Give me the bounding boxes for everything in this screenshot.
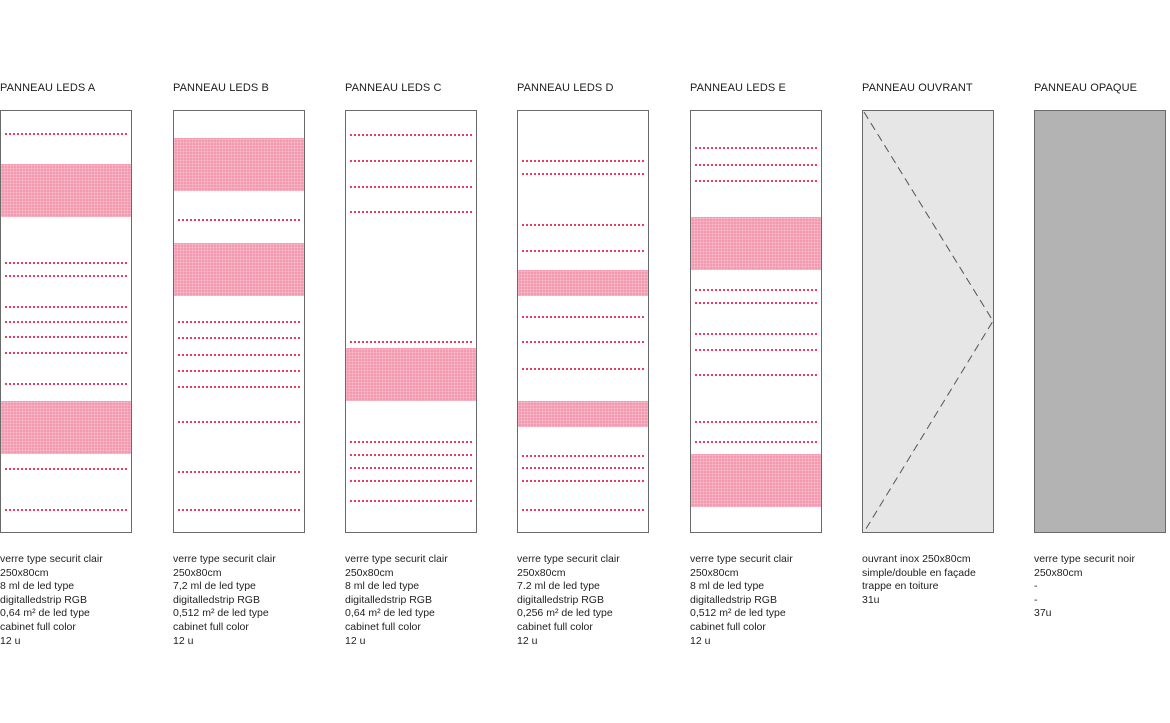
led-strip-line <box>350 341 472 343</box>
led-strip-line <box>695 302 817 304</box>
description-line: 8 ml de led type <box>690 580 765 593</box>
led-strip-line <box>5 321 127 323</box>
description-line: digitalledstrip RGB <box>0 593 87 606</box>
led-strip-line <box>350 480 472 482</box>
led-cabinet-band <box>174 243 304 296</box>
led-strip-line <box>178 219 300 221</box>
led-strip-line <box>522 250 644 252</box>
led-cabinet-band <box>518 401 648 427</box>
led-strip-line <box>178 337 300 339</box>
led-cabinet-band <box>1 401 131 454</box>
led-strip-line <box>695 349 817 351</box>
led-strip-line <box>178 421 300 423</box>
led-strip-line <box>5 468 127 470</box>
led-strip-line <box>5 352 127 354</box>
led-cabinet-band <box>1 164 131 217</box>
panel-description-d <box>517 553 677 648</box>
description-line: 250x80cm <box>690 566 739 579</box>
description-line: 250x80cm <box>1034 566 1083 579</box>
led-strip-line <box>350 134 472 136</box>
description-line: digitalledstrip RGB <box>173 593 260 606</box>
led-strip-line <box>5 383 127 385</box>
description-line: 0,64 m² de led type <box>0 607 90 620</box>
description-line: 250x80cm <box>0 566 49 579</box>
description-line: ouvrant inox 250x80cm <box>862 553 971 565</box>
panel-title-d: PANNEAU LEDS D <box>517 82 614 94</box>
led-strip-line <box>5 133 127 135</box>
led-strip-line <box>695 289 817 291</box>
description-line: - <box>1034 580 1038 593</box>
led-strip-line <box>695 421 817 423</box>
description-line: 250x80cm <box>173 566 222 579</box>
description-line: 0,512 m² de led type <box>690 607 786 620</box>
led-strip-line <box>522 467 644 469</box>
led-strip-line <box>695 164 817 166</box>
led-strip-line <box>695 374 817 376</box>
led-strip-line <box>178 509 300 511</box>
description-line: 12 u <box>690 634 711 647</box>
description-line: digitalledstrip RGB <box>517 593 604 606</box>
led-strip-line <box>178 354 300 356</box>
description-line: 37u <box>1034 607 1052 620</box>
led-cabinet-band <box>691 217 821 270</box>
description-line: trappe en toiture <box>862 580 939 593</box>
description-line: 12 u <box>173 634 194 647</box>
panel-description-e <box>690 553 850 648</box>
panel-title-ouvrant: PANNEAU OUVRANT <box>862 82 973 94</box>
description-line: verre type securit clair <box>0 553 103 565</box>
description-line: 0,256 m² de led type <box>517 607 613 620</box>
description-line: 7,2 ml de led type <box>173 580 256 593</box>
led-strip-line <box>522 509 644 511</box>
description-line: verre type securit clair <box>690 553 793 565</box>
led-cabinet-band <box>174 138 304 191</box>
description-line: cabinet full color <box>517 620 593 633</box>
panel-description-c <box>345 553 505 648</box>
led-strip-line <box>695 180 817 182</box>
led-strip-line <box>350 467 472 469</box>
description-line: 12 u <box>345 634 366 647</box>
description-line: cabinet full color <box>173 620 249 633</box>
led-strip-line <box>5 275 127 277</box>
led-strip-line <box>178 321 300 323</box>
description-line: 0,512 m² de led type <box>173 607 269 620</box>
description-line: 8 ml de led type <box>0 580 75 593</box>
led-strip-line <box>350 441 472 443</box>
panel-title-a: PANNEAU LEDS A <box>0 82 96 94</box>
description-line: - <box>1034 593 1038 606</box>
panel-description-ouvrant <box>862 553 1022 607</box>
led-strip-line <box>5 336 127 338</box>
opening-sash-lines <box>863 111 994 533</box>
led-strip-line <box>350 211 472 213</box>
description-line: verre type securit noir <box>1034 553 1135 565</box>
description-line: verre type securit clair <box>517 553 620 565</box>
panel-description-a <box>0 553 160 648</box>
led-cabinet-band <box>346 348 476 401</box>
description-line: 12 u <box>517 634 538 647</box>
panel-description-opaque <box>1034 553 1170 621</box>
description-line: digitalledstrip RGB <box>345 593 432 606</box>
led-strip-line <box>178 370 300 372</box>
led-strip-line <box>522 160 644 162</box>
led-strip-line <box>522 480 644 482</box>
led-strip-line <box>350 160 472 162</box>
panel-title-e: PANNEAU LEDS E <box>690 82 786 94</box>
led-strip-line <box>350 186 472 188</box>
description-line: digitalledstrip RGB <box>690 593 777 606</box>
panel-title-b: PANNEAU LEDS B <box>173 82 269 94</box>
panel-leds-b <box>173 110 305 533</box>
description-line: 31u <box>862 593 880 606</box>
description-line: 0,64 m² de led type <box>345 607 435 620</box>
description-line: cabinet full color <box>345 620 421 633</box>
led-strip-line <box>522 224 644 226</box>
description-line: cabinet full color <box>0 620 76 633</box>
led-strip-line <box>695 441 817 443</box>
panel-opaque <box>1034 110 1166 533</box>
led-strip-line <box>178 471 300 473</box>
description-line: verre type securit clair <box>345 553 448 565</box>
led-strip-line <box>522 455 644 457</box>
description-line: 250x80cm <box>517 566 566 579</box>
panel-leds-e <box>690 110 822 533</box>
description-line: 8 ml de led type <box>345 580 420 593</box>
description-line: cabinet full color <box>690 620 766 633</box>
led-strip-line <box>522 368 644 370</box>
panel-leds-c <box>345 110 477 533</box>
led-strip-line <box>350 454 472 456</box>
description-line: 7.2 ml de led type <box>517 580 600 593</box>
panel-title-c: PANNEAU LEDS C <box>345 82 442 94</box>
description-line: 12 u <box>0 634 21 647</box>
led-strip-line <box>350 500 472 502</box>
panel-title-opaque: PANNEAU OPAQUE <box>1034 82 1138 94</box>
led-cabinet-band <box>691 454 821 507</box>
panel-leds-a <box>0 110 132 533</box>
led-strip-line <box>695 333 817 335</box>
panel-leds-d <box>517 110 649 533</box>
panel-description-b <box>173 553 333 648</box>
description-line: verre type securit clair <box>173 553 276 565</box>
led-strip-line <box>5 306 127 308</box>
description-line: 250x80cm <box>345 566 394 579</box>
led-strip-line <box>522 341 644 343</box>
led-strip-line <box>522 316 644 318</box>
led-strip-line <box>522 173 644 175</box>
led-strip-line <box>178 386 300 388</box>
panel-ouvrant <box>862 110 994 533</box>
led-strip-line <box>695 147 817 149</box>
led-strip-line <box>5 509 127 511</box>
led-strip-line <box>5 262 127 264</box>
description-line: simple/double en façade <box>862 566 976 579</box>
led-cabinet-band <box>518 270 648 296</box>
